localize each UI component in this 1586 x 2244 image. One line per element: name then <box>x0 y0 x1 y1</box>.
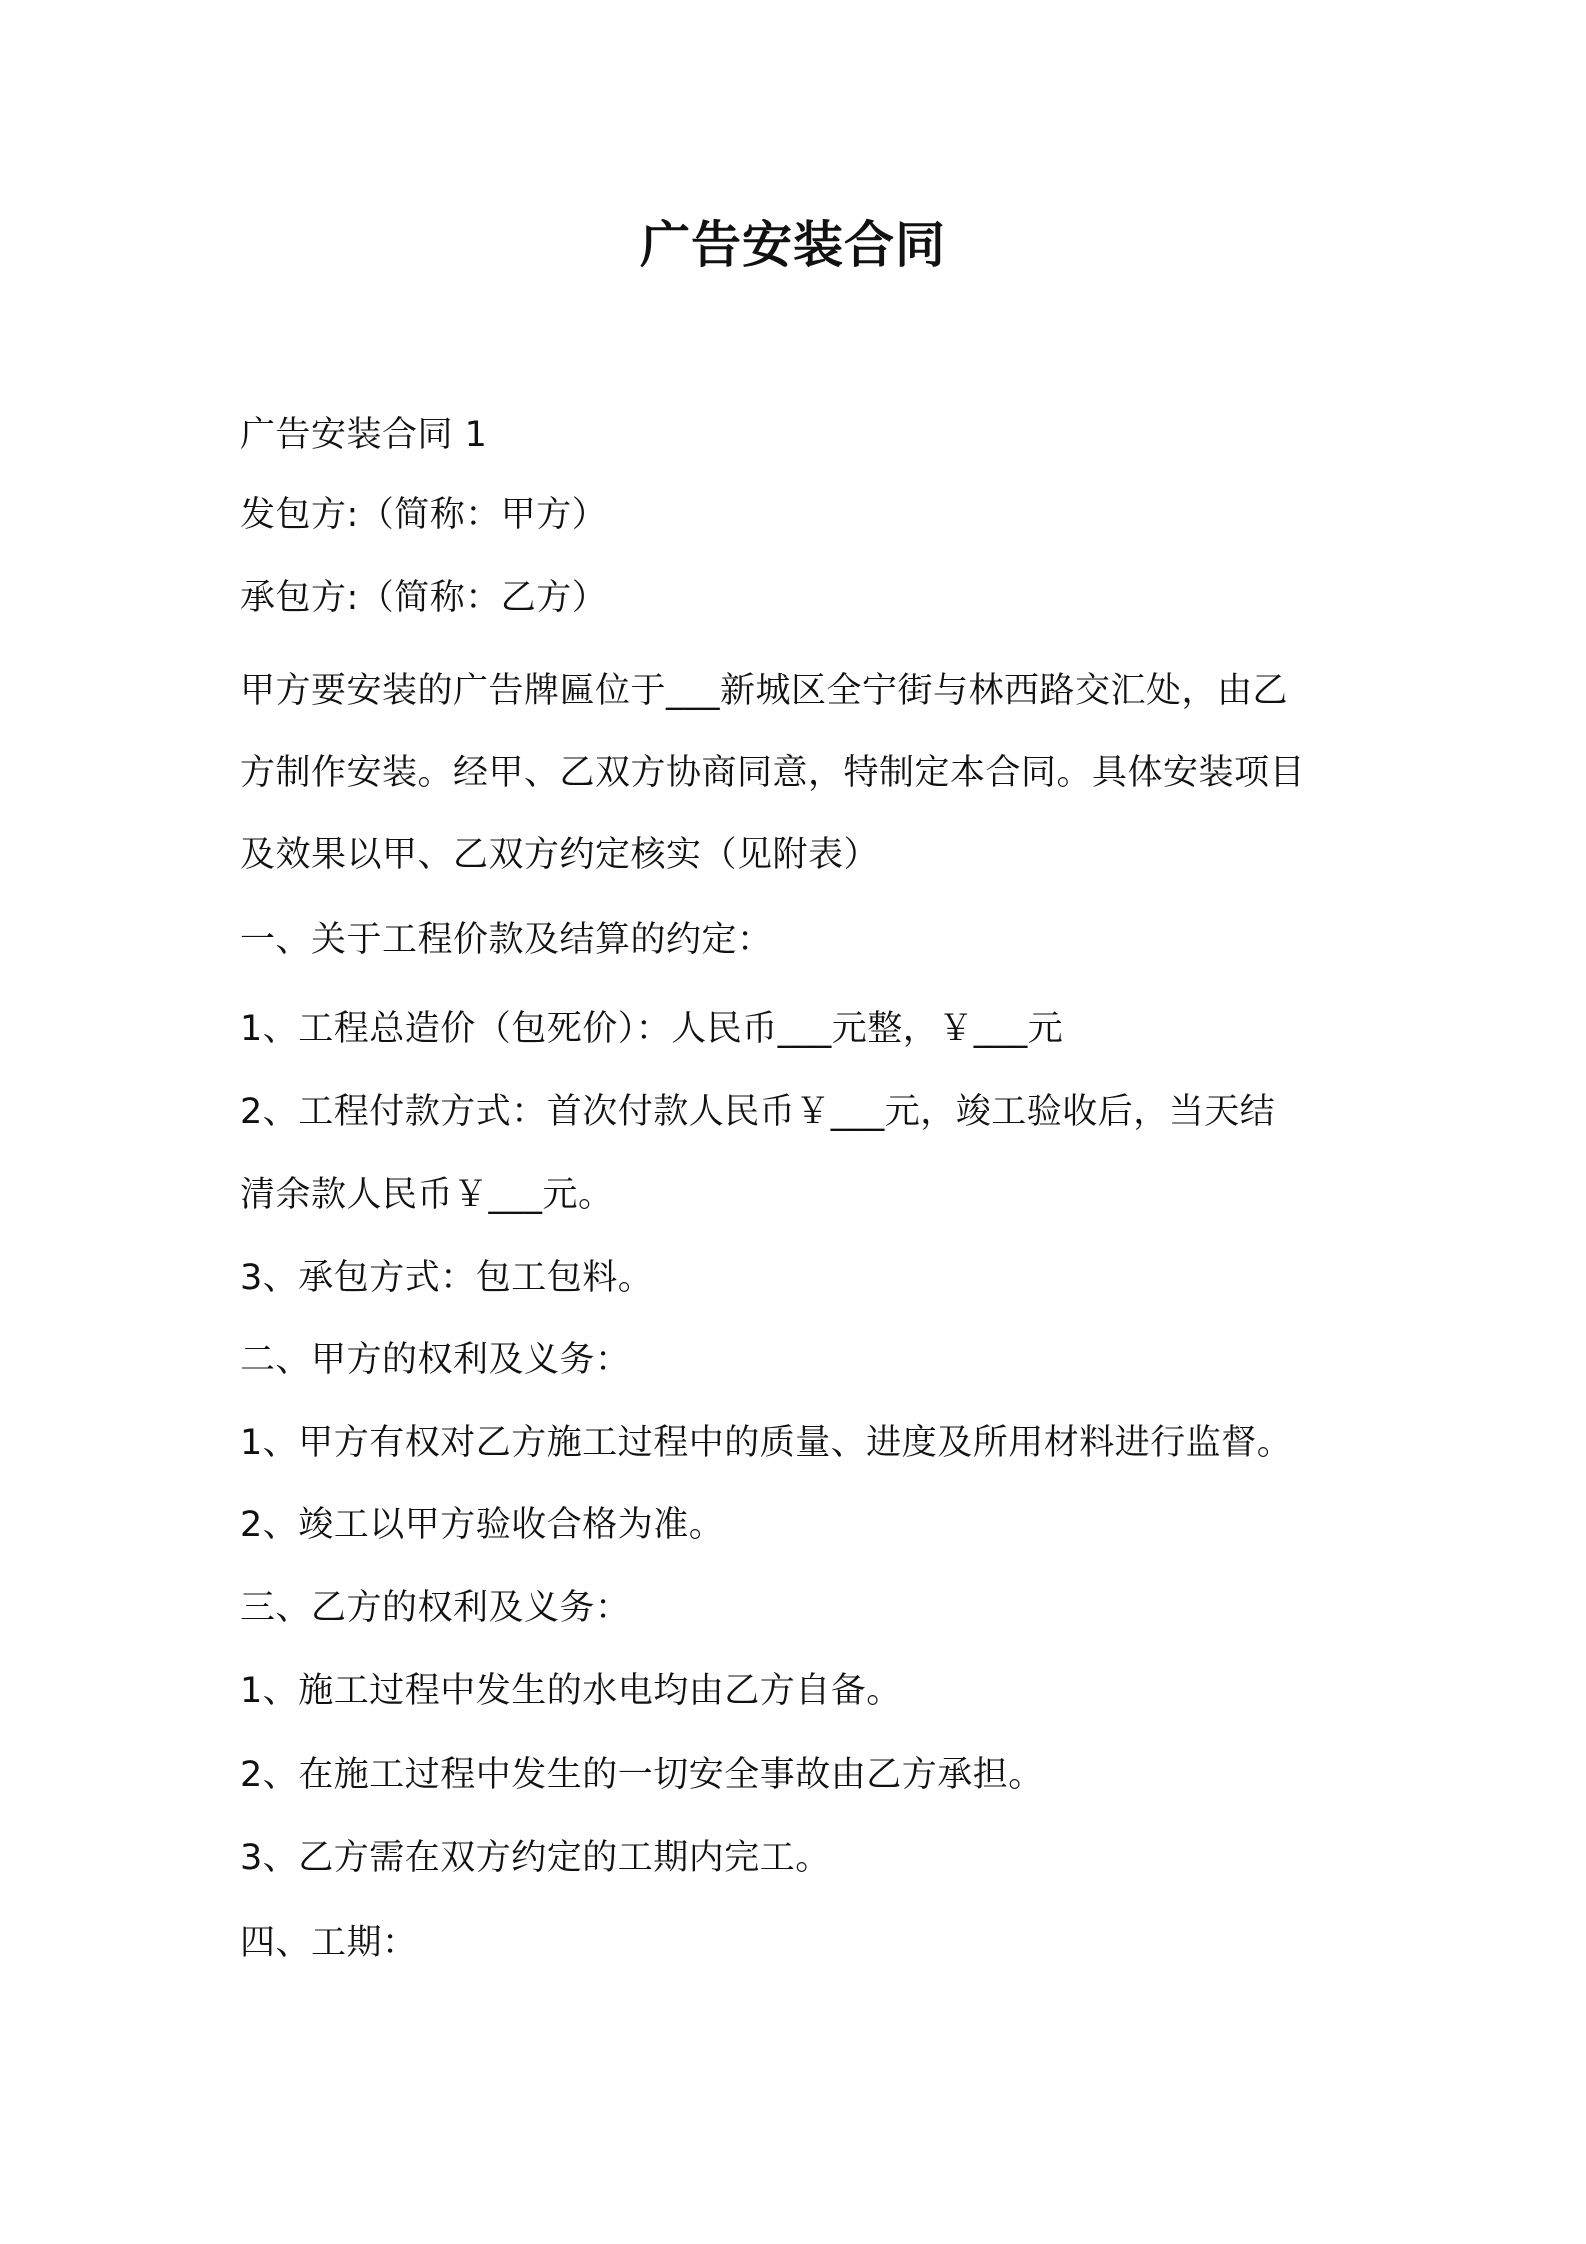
section-3-heading: 三、乙方的权利及义务： <box>240 1588 631 1628</box>
intro-paragraph-line-3: 及效果以甲、乙双方约定核实（见附表） <box>240 835 880 875</box>
section-4-heading: 四、工期： <box>240 1923 418 1963</box>
contract-subtitle: 广告安装合同 1 <box>240 415 488 455</box>
party-a-line: 发包方:（简称：甲方） <box>240 495 608 535</box>
document-title: 广告安装合同 <box>640 216 946 274</box>
section-1-heading: 一、关于工程价款及结算的约定： <box>240 920 773 960</box>
party-b-line: 承包方:（简称：乙方） <box>240 578 608 618</box>
section-2-item-2: 2、竣工以甲方验收合格为准。 <box>240 1505 725 1545</box>
intro-paragraph-line-1: 甲方要安装的广告牌匾位于___新城区全宁街与林西路交汇处，由乙 <box>240 671 1289 711</box>
section-1-item-1: 1、工程总造价（包死价）：人民币___元整，￥___元 <box>240 1009 1064 1049</box>
section-3-item-2: 2、在施工过程中发生的一切安全事故由乙方承担。 <box>240 1755 1044 1795</box>
section-1-item-3: 3、承包方式：包工包料。 <box>240 1258 654 1298</box>
section-1-item-2-line-1: 2、工程付款方式：首次付款人民币￥___元，竣工验收后，当天结 <box>240 1092 1276 1132</box>
section-2-heading: 二、甲方的权利及义务： <box>240 1340 631 1380</box>
section-3-item-3: 3、乙方需在双方约定的工期内完工。 <box>240 1838 831 1878</box>
section-1-item-2-line-2: 清余款人民币￥___元。 <box>240 1175 614 1215</box>
section-3-item-1: 1、施工过程中发生的水电均由乙方自备。 <box>240 1671 902 1711</box>
section-2-item-1: 1、甲方有权对乙方施工过程中的质量、进度及所用材料进行监督。 <box>240 1423 1293 1463</box>
intro-paragraph-line-2: 方制作安装。经甲、乙双方协商同意，特制定本合同。具体安装项目 <box>240 753 1306 793</box>
